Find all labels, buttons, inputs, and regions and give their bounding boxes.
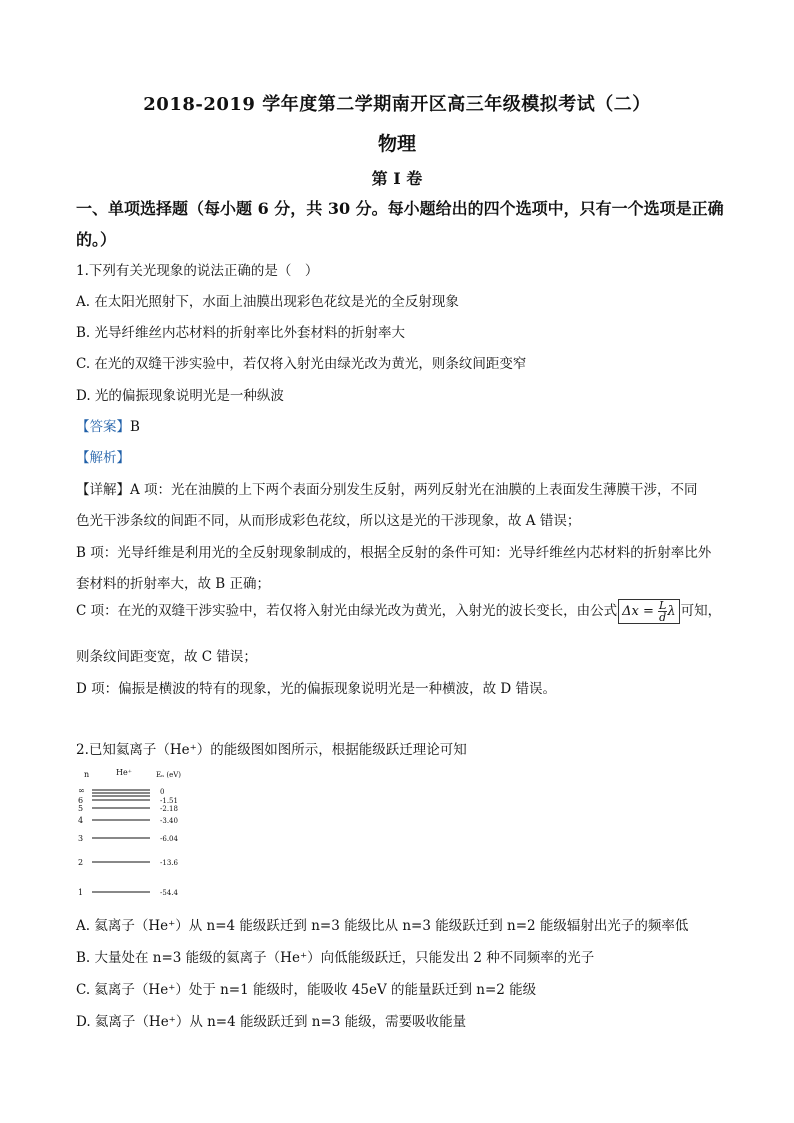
level-energy-4: -3.40 (160, 817, 178, 825)
level-n-1: 1 (78, 888, 84, 897)
level-energy-5: -2.18 (160, 805, 178, 813)
q2-option-b: B. 大量处在 n=3 能级的氦离子（He⁺）向低能级跃迁，只能发出 2 种不同频率的光子 (76, 950, 595, 966)
level-energy-1: -54.4 (160, 889, 178, 897)
detail-c-tail: 可知， (680, 603, 722, 619)
detail-b-line1: B 项：光导纤维是利用光的全反射现象制成的，根据全反射的条件可知：光导纤维丝内芯材料的折射率比外 (76, 545, 712, 561)
diagram-ion-label: He⁺ (116, 768, 132, 777)
subject-title: 物理 (377, 133, 416, 155)
exam-title: 2018-2019 学年度第二学期南开区高三年级模拟考试（二） (143, 94, 651, 115)
formula-lhs: Δx = (622, 604, 654, 619)
detail-a-text: A 项：光在油膜的上下两个表面分别发生反射，两列反射光在油膜的上表面发生薄膜干涉，不同 (130, 482, 698, 498)
q2-option-c: C. 氦离子（He⁺）处于 n=1 能级时，能吸收 45eV 的能量跃迁到 n=2 能级 (76, 982, 537, 998)
detail-a-line1 (76, 478, 698, 498)
detail-tag: 【详解】 (76, 482, 130, 498)
level-n-inf: ∞ (78, 786, 85, 795)
fringe-spacing-formula (618, 599, 679, 624)
detail-b-line2: 套材料的折射率大，故 B 正确； (76, 576, 271, 592)
detail-d-line: D 项：偏振是横波的特有的现象，光的偏振现象说明光是一种横波，故 D 错误。 (76, 681, 557, 697)
level-n-4: 4 (78, 816, 84, 825)
level-energy-2: -13.6 (160, 859, 178, 867)
q1-stem: 1.下列有关光现象的说法正确的是（ ） (76, 263, 319, 279)
formula-numerator: L (659, 599, 667, 612)
q1-option-b: B. 光导纤维丝内芯材料的折射率比外套材料的折射率大 (76, 325, 406, 341)
q2-option-a: A. 氦离子（He⁺）从 n=4 能级跃迁到 n=3 能级比从 n=3 能级跃迁到 n=2 能级辐射出光子的频率低 (76, 918, 689, 934)
volume-title: 第 I 卷 (371, 169, 423, 188)
level-n-5: 5 (78, 804, 84, 813)
q1-option-d: D. 光的偏振现象说明光是一种纵波 (76, 388, 284, 404)
answer-value: B (130, 419, 140, 435)
formula-lambda: λ (667, 604, 676, 619)
formula-fraction (658, 600, 667, 623)
energy-level-diagram (76, 765, 206, 907)
detail-c-line2: 则条纹间距变宽，故 C 错误； (76, 649, 257, 665)
analysis-tag: 【解析】 (76, 450, 130, 466)
level-n-2: 2 (78, 858, 84, 867)
q2-option-d: D. 氦离子（He⁺）从 n=4 能级跃迁到 n=3 能级，需要吸收能量 (76, 1014, 467, 1030)
q1-option-c: C. 在光的双缝干涉实验中，若仅将入射光由绿光改为黄光，则条纹间距变窄 (76, 356, 527, 372)
answer-tag: 【答案】 (76, 419, 130, 435)
q2-stem: 2.已知氦离子（He⁺）的能级图如图所示，根据能级跃迁理论可知 (76, 742, 467, 758)
level-energy-inf: 0 (160, 788, 165, 796)
level-n-6: 6 (78, 796, 84, 805)
detail-a-line2: 色光干涉条纹的间距不同，从而形成彩色花纹，所以这是光的干涉现象，故 A 错误； (76, 513, 581, 529)
section-heading: 一、单项选择题（每小题 6 分，共 30 分。每小题给出的四个选项中，只有一个选项是正确的。） (76, 199, 724, 249)
level-n-3: 3 (78, 834, 84, 843)
diagram-energy-label: Eₙ (eV) (156, 771, 182, 779)
level-energy-6: -1.51 (160, 797, 178, 805)
diagram-n-label: n (84, 770, 90, 779)
detail-c-text: C 项：在光的双缝干涉实验中，若仅将入射光由绿光改为黄光，入射光的波长变长，由公式 (76, 603, 618, 619)
level-energy-3: -6.04 (160, 835, 178, 843)
q1-option-a: A. 在太阳光照射下，水面上油膜出现彩色花纹是光的全反射现象 (76, 294, 459, 310)
formula-denominator: d (659, 611, 667, 624)
detail-c-line1 (76, 599, 721, 624)
q1-answer (76, 415, 140, 435)
